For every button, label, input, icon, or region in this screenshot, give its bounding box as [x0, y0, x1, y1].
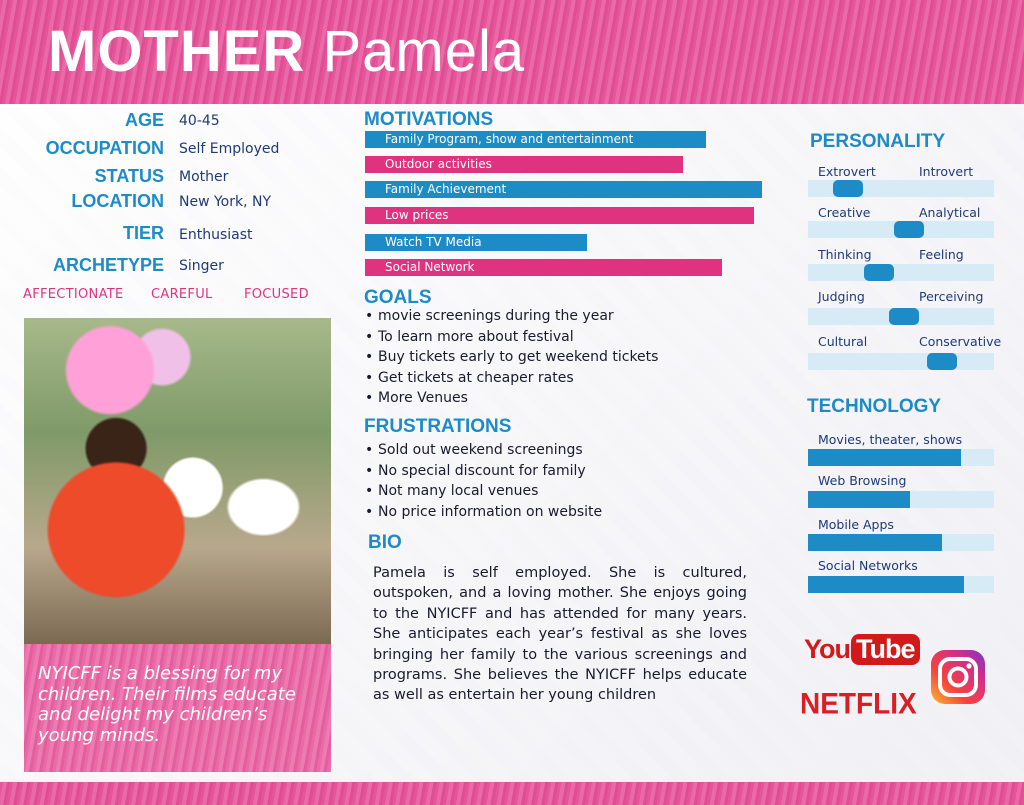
goal-item: • Get tickets at cheaper rates	[365, 368, 658, 389]
age-label: AGE	[124, 110, 164, 130]
technology-track	[808, 491, 994, 508]
technology-label: Web Browsing	[818, 473, 907, 488]
motivation-bar	[365, 234, 587, 251]
goal-item: • More Venues	[365, 388, 658, 409]
personality-title: PERSONALITY	[810, 131, 946, 152]
personality-track	[808, 353, 994, 370]
archetype-value: Singer	[179, 258, 224, 274]
personality-right-label: Introvert	[919, 164, 974, 179]
personality-track	[808, 264, 994, 281]
personality-track	[808, 180, 994, 197]
motivation-bar	[365, 181, 762, 198]
occupation-value: Self Employed	[179, 141, 280, 157]
trait-careful: CAREFUL	[151, 287, 213, 302]
frustration-item: • Not many local venues	[365, 481, 602, 502]
frustration-item: • Sold out weekend screenings	[365, 440, 602, 461]
technology-track	[808, 534, 994, 551]
motivation-bar	[365, 207, 754, 224]
technology-fill	[808, 491, 910, 508]
location-value: New York, NY	[179, 194, 272, 210]
personality-right-label: Conservative	[919, 334, 1002, 349]
technology-fill	[808, 576, 964, 593]
age-value: 40-45	[179, 113, 220, 129]
motivation-bar	[365, 156, 683, 173]
motivation-label: Social Network	[385, 260, 475, 274]
location-label: LOCATION	[71, 191, 164, 211]
personality-left-label: Cultural	[818, 334, 868, 349]
frustrations-title: FRUSTRATIONS	[364, 416, 512, 437]
personality-knob	[889, 308, 919, 325]
technology-title: TECHNOLOGY	[807, 396, 942, 417]
personality-right-label: Feeling	[919, 247, 964, 262]
technology-fill	[808, 534, 942, 551]
title-name: Pamela	[322, 19, 526, 84]
personality-left-label: Creative	[818, 205, 871, 220]
motivation-label: Family Program, show and entertainment	[385, 132, 634, 146]
personality-left-label: Judging	[818, 289, 865, 304]
frustrations-list	[365, 440, 602, 522]
trait-focused: FOCUSED	[244, 287, 309, 302]
goal-item: • Buy tickets early to get weekend tickets	[365, 347, 658, 368]
persona-quote: NYICFF is a blessing for my children. Their films educate and delight my children’s young minds.	[38, 663, 296, 746]
bio-title: BIO	[368, 532, 402, 553]
motivation-label: Outdoor activities	[385, 157, 492, 171]
frustration-item: • No price information on website	[365, 502, 602, 523]
occupation-label: OCCUPATION	[45, 138, 164, 158]
personality-track	[808, 221, 994, 238]
header-banner	[0, 0, 1024, 104]
instagram-icon	[930, 649, 986, 709]
technology-fill	[808, 449, 961, 466]
quote-box	[24, 644, 331, 772]
motivation-label: Watch TV Media	[385, 235, 482, 249]
goal-item: • To learn more about festival	[365, 327, 658, 348]
personality-knob	[927, 353, 957, 370]
goals-title: GOALS	[364, 287, 432, 308]
personality-knob	[894, 221, 924, 238]
technology-label: Social Networks	[818, 558, 918, 573]
technology-track	[808, 576, 994, 593]
technology-label: Mobile Apps	[818, 517, 894, 532]
status-value: Mother	[179, 169, 229, 185]
motivation-label: Low prices	[385, 208, 449, 222]
bio-text: Pamela is self employed. She is cultured, outspoken, and a loving mother. She enjoys going to the NYICFF and has attended for many years. She anticipates each year’s festival as she loves bringing her family to the various screenings and programs. She believes the NYICFF helps educate as well as entertain her young children	[373, 565, 747, 704]
trait-affectionate: AFFECTIONATE	[23, 287, 124, 302]
tier-value: Enthusiast	[179, 227, 253, 243]
frustration-item: • No special discount for family	[365, 461, 602, 482]
motivation-bar	[365, 131, 706, 148]
personality-right-label: Analytical	[919, 205, 981, 220]
netflix-logo: NETFLIX	[800, 687, 917, 720]
personality-knob	[833, 180, 863, 197]
personality-knob	[864, 264, 894, 281]
persona-photo	[24, 318, 331, 644]
goals-list	[365, 306, 658, 409]
personality-track	[808, 308, 994, 325]
technology-label: Movies, theater, shows	[818, 432, 963, 447]
footer-banner	[0, 782, 1024, 805]
personality-left-label: Extrovert	[818, 164, 876, 179]
title-role: MOTHER	[48, 19, 306, 84]
motivation-label: Family Achievement	[385, 182, 507, 196]
tier-label: TIER	[122, 223, 164, 243]
personality-right-label: Perceiving	[919, 289, 984, 304]
motivations-title: MOTIVATIONS	[364, 109, 494, 130]
youtube-logo: You Tube	[804, 634, 920, 665]
goal-item: • movie screenings during the year	[365, 306, 658, 327]
motivation-bar	[365, 259, 722, 276]
personality-left-label: Thinking	[818, 247, 872, 262]
status-label: STATUS	[94, 166, 164, 186]
technology-track	[808, 449, 994, 466]
archetype-label: ARCHETYPE	[52, 255, 164, 275]
page-title	[48, 18, 525, 85]
